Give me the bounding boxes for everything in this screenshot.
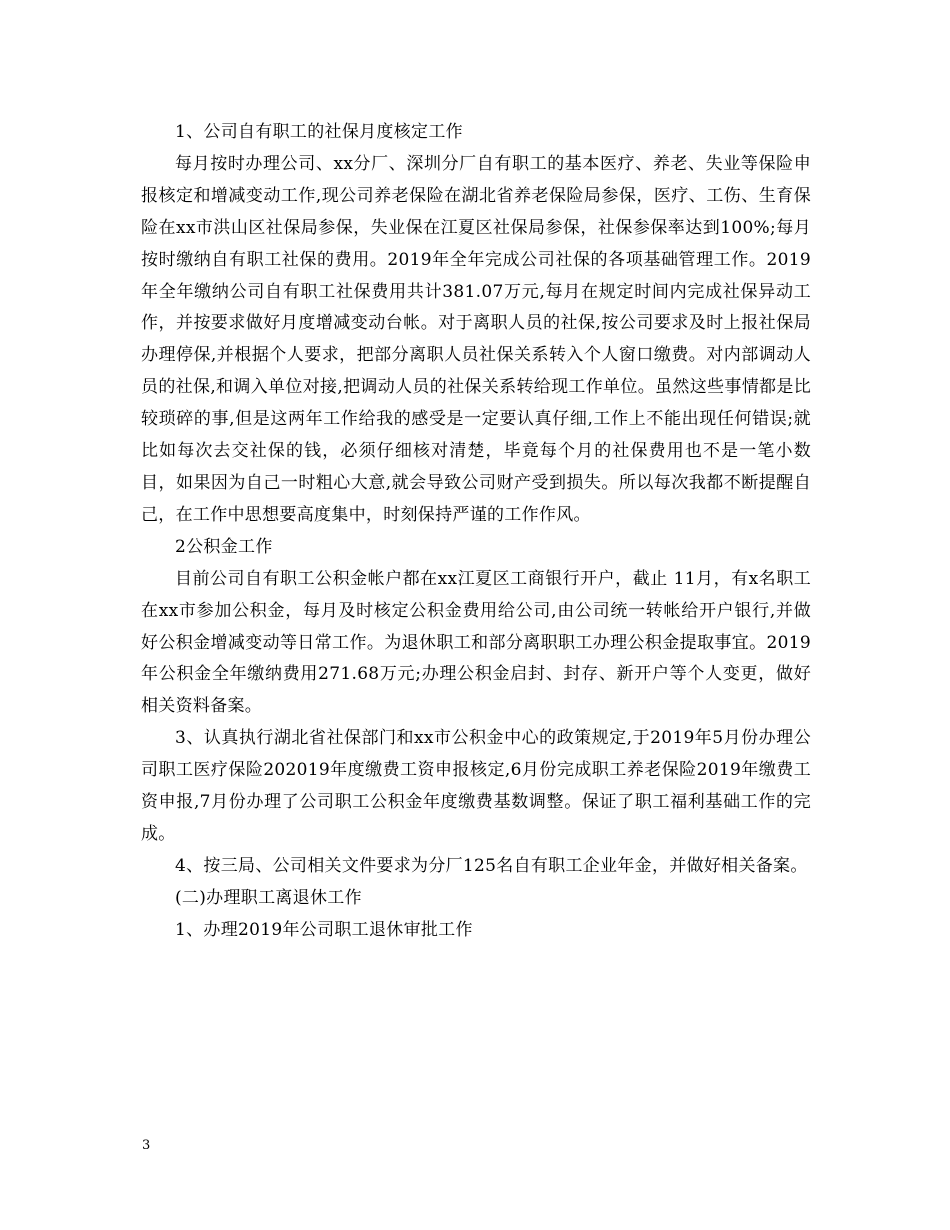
paragraph-enterprise-annuity: 4、按三局、公司相关文件要求为分厂125名自有职工企业年金，并做好相关备案。 <box>175 855 808 876</box>
heading-retirement-approval: 1、办理2019年公司职工退休审批工作 <box>175 919 473 940</box>
document-body <box>141 117 811 947</box>
paragraph-policy-implementation: 3、认真执行湖北省社保部门和xx市公积金中心的政策规定,于2019年5月份办理公司职工医疗保险202019年度缴费工资申报核定,6月份完成职工养老保险2019年缴费工资申报,7月份办理了公司职工公积金年度缴费基数调整。保证了职工福利基础工作的完成。 <box>141 728 811 844</box>
heading-housing-fund: 2公积金工作 <box>175 536 273 557</box>
paragraph-social-security-details: 每月按时办理公司、xx分厂、深圳分厂自有职工的基本医疗、养老、失业等保险申报核定和增减变动工作,现公司养老保险在湖北省养老保险局参保，医疗、工伤、生育保险在xx市洪山区社保局参保，失业保在江夏区社保局参保，社保参保率达到100%;每月按时缴纳自有职工社保的费用。2019年全年完成公司社保的各项基础管理工作。2019年全年缴纳公司自有职工社保费用共计381.07万元,每月在规定时间内完成社保异动工作，并按要求做好月度增减变动台帐。对于离职人员的社保,按公司要求及时上报社保局办理停保,并根据个人要求，把部分离职人员社保关系转入个人窗口缴费。对内部调动人员的社保,和调入单位对接,把调动人员的社保关系转给现工作单位。虽然这些事情都是比较琐碎的事,但是这两年工作给我的感受是一定要认真仔细,工作上不能出现任何错误;就比如每次去交社保的钱，必须仔细核对清楚，毕竟每个月的社保费用也不是一笔小数目，如果因为自己一时粗心大意,就会导致公司财产受到损失。所以每次我都不断提醒自己，在工作中思想要高度集中，时刻保持严谨的工作作风。 <box>141 153 811 525</box>
heading-social-security-monthly: 1、公司自有职工的社保月度核定工作 <box>175 122 463 142</box>
page-number: 3 <box>142 1138 151 1153</box>
paragraph-housing-fund-details: 目前公司自有职工公积金帐户都在xx江夏区工商银行开户，截止 11月，有x名职工在xx市参加公积金，每月及时核定公积金费用给公司,由公司统一转帐给开户银行,并做好公积金增减变动等日常工作。为退休职工和部分离职职工办理公积金提取事宜。2019年公积金全年缴纳费用271.68万元;办理公积金启封、封存、新开户等个人变更，做好相关资料备案。 <box>141 568 811 717</box>
heading-retirement-work: (二)办理职工离退休工作 <box>175 887 362 908</box>
